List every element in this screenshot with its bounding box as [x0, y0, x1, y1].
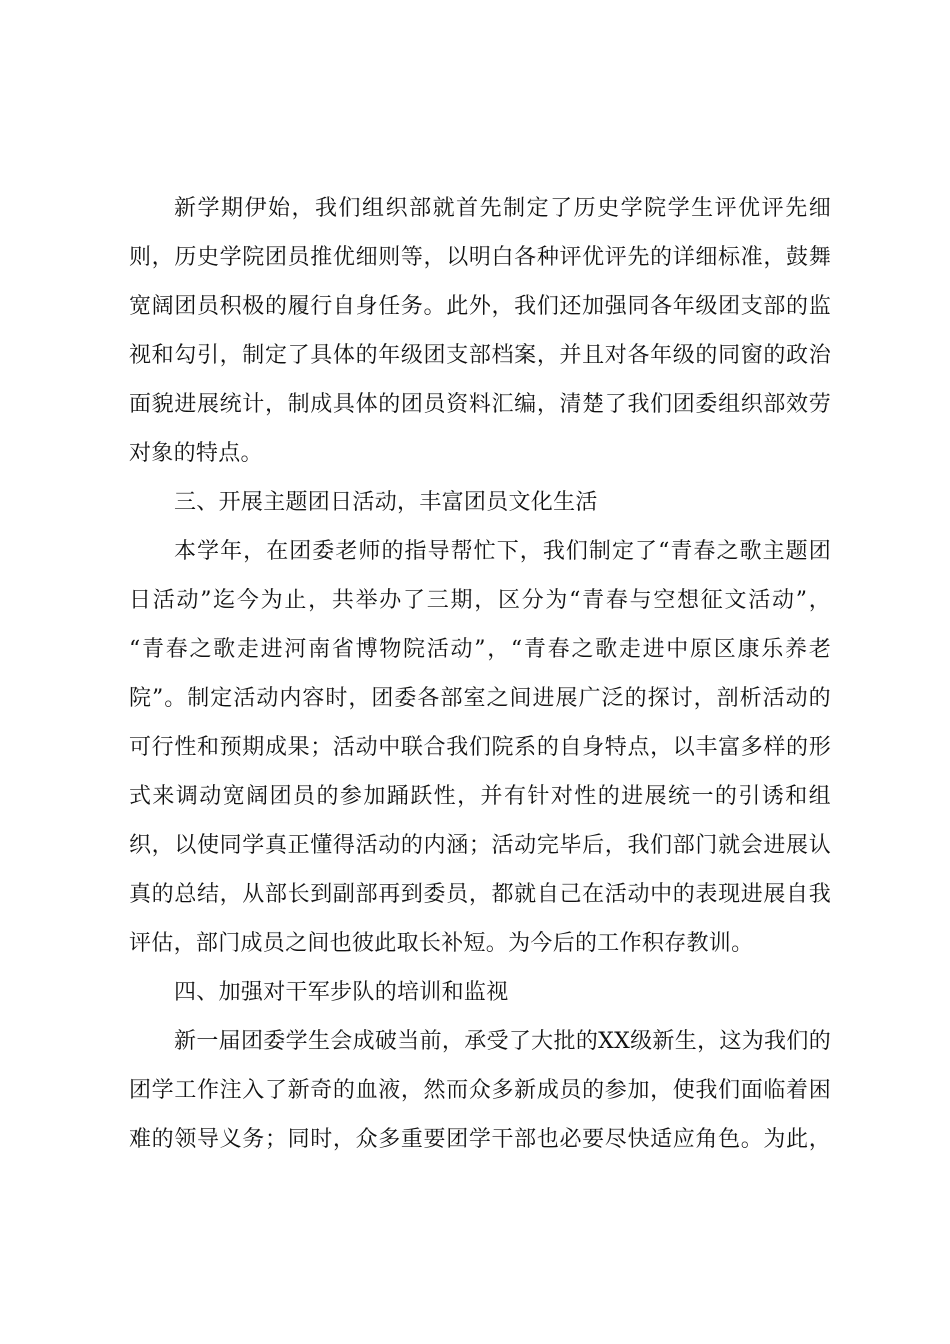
paragraph-line: 新学期伊始，我们组织部就首先制定了历史学院学生评优评先细 — [174, 196, 831, 221]
paragraph-line: 团学工作注入了新奇的血液，然而众多新成员的参加，使我们面临着困 — [129, 1078, 831, 1103]
paragraph-line: 评估，部门成员之间也彼此取长补短。为今后的工作积存教训。 — [129, 931, 754, 956]
paragraph-line: 宽阔团员积极的履行自身任务。此外，我们还加强同各年级团支部的监 — [129, 294, 831, 319]
section-heading: 四、加强对干军步队的培训和监视 — [174, 980, 509, 1005]
paragraph-line: 真的总结，从部长到副部再到委员，都就自己在活动中的表现进展自我 — [129, 882, 831, 907]
paragraph-line: 面貌进展统计，制成具体的团员资料汇编，清楚了我们团委组织部效劳 — [129, 392, 831, 417]
paragraph-line: 院”。制定活动内容时，团委各部室之间进展广泛的探讨，剖析活动的 — [129, 686, 831, 711]
paragraph-line: 对象的特点。 — [129, 441, 263, 466]
section-heading: 三、开展主题团日活动，丰富团员文化生活 — [174, 490, 598, 515]
paragraph-line: 式来调动宽阔团员的参加踊跃性，并有针对性的进展统一的引诱和组 — [129, 784, 831, 809]
paragraph-line: “青春之歌走进河南省博物院活动”，“青春之歌走进中原区康乐养老 — [129, 637, 831, 662]
paragraph-line: 难的领导义务；同时，众多重要团学干部也必要尽快适应角色。为此， — [129, 1127, 831, 1152]
paragraph-line: 日活动”迄今为止，共举办了三期，区分为“青春与空想征文活动”， — [129, 588, 831, 613]
paragraph-line: 视和勾引，制定了具体的年级团支部档案，并且对各年级的同窗的政治 — [129, 343, 831, 368]
paragraph-line: 则，历史学院团员推优细则等，以明白各种评优评先的详细标准，鼓舞 — [129, 245, 831, 270]
paragraph-line: 本学年，在团委老师的指导帮忙下，我们制定了“青春之歌主题团 — [174, 539, 831, 564]
paragraph-line: 新一届团委学生会成破当前，承受了大批的XX级新生，这为我们的 — [174, 1029, 831, 1054]
paragraph-line: 织，以使同学真正懂得活动的内涵；活动完毕后，我们部门就会进展认 — [129, 833, 831, 858]
paragraph-line: 可行性和预期成果；活动中联合我们院系的自身特点，以丰富多样的形 — [129, 735, 831, 760]
